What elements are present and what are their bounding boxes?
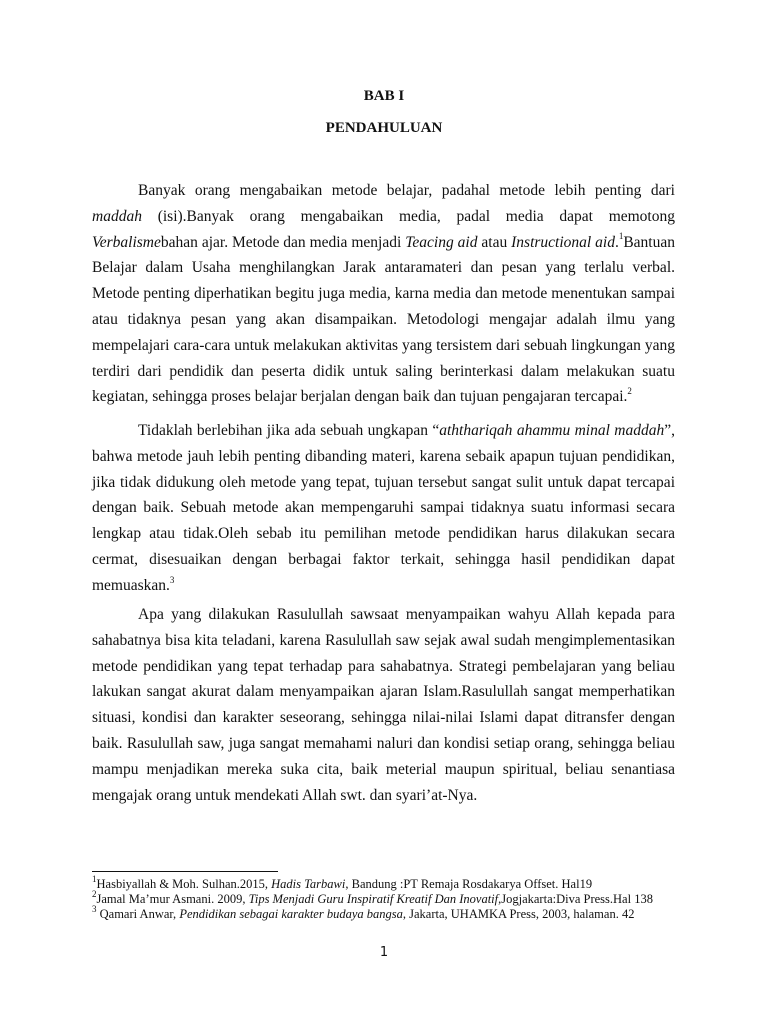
footnote-3-italic: Pendidikan sebagai karakter budaya bangsa bbox=[179, 907, 403, 921]
chapter-title: BAB I bbox=[363, 88, 405, 104]
p1-text-2: (isi).Banyak orang mengabaikan media, padal media dapat memotong bbox=[141, 207, 675, 225]
footnote-1-text-1: Hasbiyallah & Moh. Sulhan.2015, bbox=[96, 877, 272, 891]
p1-italic-4: Instructional aid bbox=[511, 233, 615, 251]
p1-italic-1: maddah bbox=[92, 207, 142, 225]
footnote-ref-3[interactable]: 3 bbox=[169, 574, 175, 585]
p1-text-5: . bbox=[614, 233, 619, 251]
p2-quote bbox=[432, 422, 671, 439]
footnote-3-text-1: Qamari Anwar, bbox=[96, 907, 180, 921]
footnote-1-text-2: , Bandung :PT Remaja Rosdakarya Offset. Hal19 bbox=[345, 877, 593, 891]
paragraph-3: Apa yang dilakukan Rasulullah sawsaat menyampaikan wahyu Allah kepada para sahabatnya bisa kita teladani, karena Rasulullah saw sejak awal sudah mengimplementasikan metode pendidikan yang tepat terhadap para sahabatnya. Strategi pembelajaran yang beliau lakukan sangat akurat dalam menyampaikan ajaran Islam.Rasulullah sangat memperhatikan situasi, kondisi dan karakter seseorang, sehingga nilai-nilai Islami dapat ditransfer dengan baik. Rasulullah saw, juga sangat memahami naluri dan kondisi setiap orang, sehingga beliau mampu menjadikan mereka suka cita, baik meterial maupun spiritual, beliau senantiasa mengajak orang untuk mendekati Allah swt. dan syari’at-Nya. bbox=[92, 606, 675, 804]
footnote-ref-1[interactable]: 1 bbox=[618, 231, 624, 242]
footnote-3 bbox=[92, 903, 692, 922]
p2-italic-1: aththariqah ahammu minal maddah bbox=[439, 422, 665, 439]
footnote-ref-2[interactable]: 2 bbox=[627, 386, 632, 397]
footnote-3-text-2: , Jakarta, UHAMKA Press, 2003, halaman. 42 bbox=[402, 907, 635, 921]
footnote-1-number: 1 bbox=[92, 873, 97, 884]
p1-text-6: Bantuan Belajar dalam Usaha menghilangkan Jarak antaramateri dan pesan yang terlalu verbal. Metode penting diperhatikan begitu juga media, karna media dan metode menentukan sampai atau tidaknya pesan yang akan disampaikan. Metodologi mengajar adalah ilmu yang mempelajari cara-cara untuk melakukan aktivitas yang tersistem dari sebuah lingkungan yang terdiri dari pendidik dan peserta didik untuk saling berinterkasi dalam melakukan suatu kegiatan, sehingga proses belajar berjalan dengan baik dan tujuan pengajaran tercapai. bbox=[92, 233, 675, 406]
footnote-separator bbox=[92, 871, 278, 872]
p1-text-1: Banyak orang mengabaikan metode belajar, padahal metode lebih penting dari bbox=[138, 182, 675, 199]
footnote-2-italic: Tips Menjadi Guru Inspiratif Kreatif Dan Inovatif bbox=[248, 892, 499, 906]
footnote-1-italic: Hadis Tarbawi bbox=[271, 877, 346, 891]
footnote-2-number: 2 bbox=[92, 888, 97, 899]
p2-text-1: Tidaklah berlebihan jika ada sebuah ungkapan bbox=[138, 422, 433, 439]
footnote-1 bbox=[92, 873, 692, 892]
page-number: 1 bbox=[379, 945, 389, 960]
footnote-2-text-2: ,Jogjakarta:Diva Press.Hal 138 bbox=[498, 892, 653, 906]
paragraph-2 bbox=[92, 418, 675, 599]
p2-text-2: , bahwa metode jauh lebih penting dibanding materi, karena sebaik apapun tujuan pendidikan, jika tidak didukung oleh metode yang tepat, tujuan tersebut sangat sulit untuk dapat tercapai dengan baik. Sebuah metode akan mempengaruhi sampai tidaknya suatu informasi secara lengkap atau tidak.Oleh sebab itu pemilihan metode pendidikan harus dilakukan secara cermat, disesuaikan dengan berbagai faktor terkait, sehingga hasil pendidikan dapat memuaskan. bbox=[92, 422, 675, 594]
footnote-3-number: 3 bbox=[92, 903, 97, 914]
p1-text-3: bahan ajar. Metode dan media menjadi bbox=[160, 233, 406, 251]
footnote-2 bbox=[92, 888, 692, 907]
p1-italic-3: Teacing aid bbox=[405, 233, 478, 251]
p1-text-4: atau bbox=[477, 233, 512, 251]
chapter-subtitle: PENDAHULUAN bbox=[325, 120, 443, 136]
p1-italic-2: Verbalisme bbox=[92, 233, 161, 251]
footnote-2-text-1: Jamal Ma’mur Asmani. 2009, bbox=[96, 892, 249, 906]
paragraph-1 bbox=[92, 178, 675, 410]
